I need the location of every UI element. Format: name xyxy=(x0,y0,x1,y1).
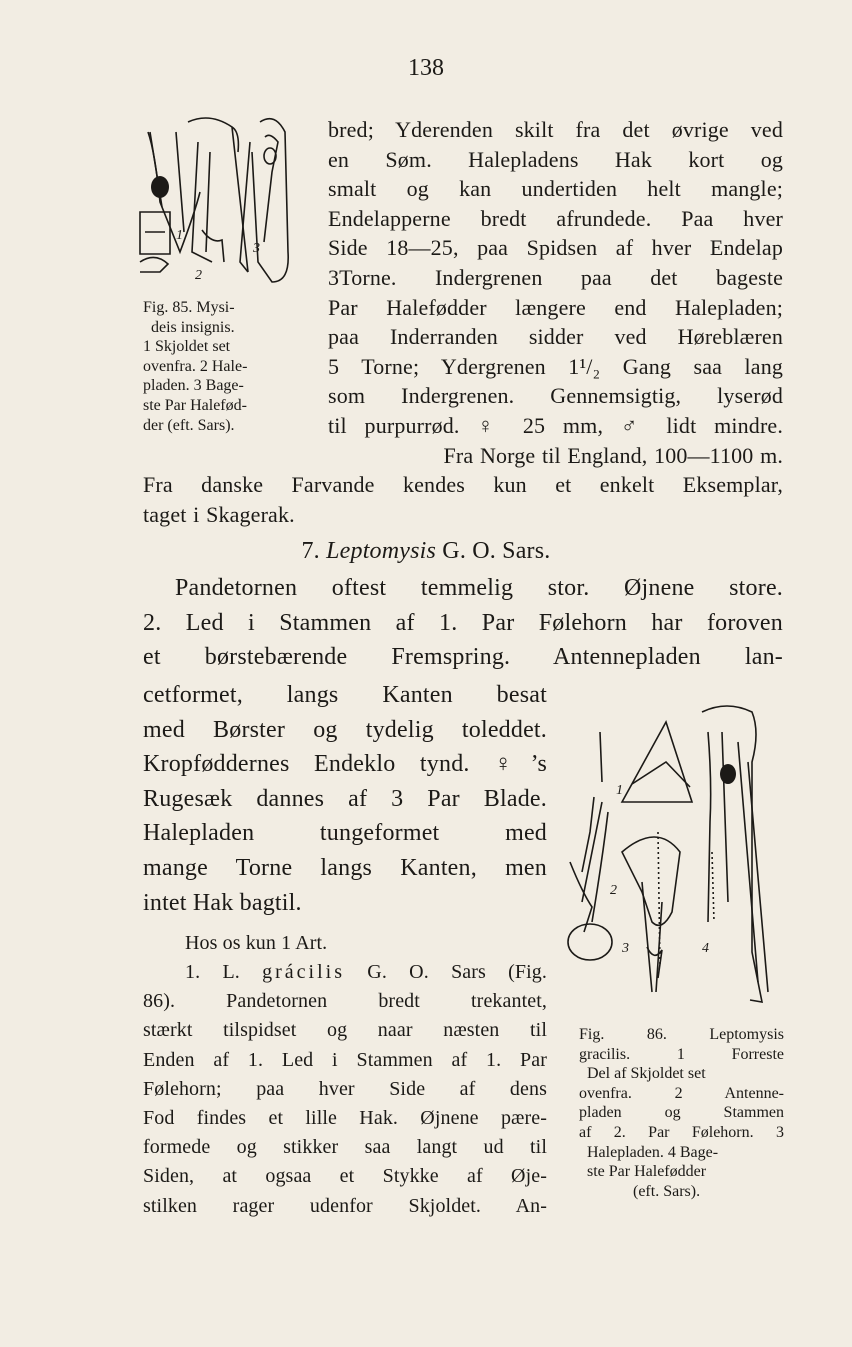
fig86-label-3: 3 xyxy=(622,941,629,956)
fig86-label-2: 2 xyxy=(610,883,617,898)
text-line: Kropføddernes Endeklo tynd. ♀’s xyxy=(143,751,547,778)
genus-description-narrow xyxy=(143,678,547,920)
fig86-caption-line: (eft. Sars). xyxy=(633,1182,701,1200)
genus-description xyxy=(143,571,783,675)
text-line: stærkt tilspidset og naar næsten til xyxy=(143,1019,547,1042)
text-line: Fra Norge til England, 100—1100 m. xyxy=(443,442,783,468)
species-number: 1. L. xyxy=(185,961,240,983)
species-header-line xyxy=(143,958,547,987)
fig86-telson-base xyxy=(568,924,612,960)
text-line: stilken rager udenfor Skjoldet. An- xyxy=(143,1194,547,1217)
text-line: et børstebærende Fremspring. Antennepladen lan- xyxy=(143,644,783,671)
text-line: Siden, at ogsaa et Stykke af Øje- xyxy=(143,1165,547,1188)
fig85-label-3: 3 xyxy=(253,241,260,256)
text-line: Rugesæk dannes af 3 Par Blade. xyxy=(143,785,547,812)
fig86-caption-line: ste Par Halefødder xyxy=(587,1163,707,1181)
text-line: Endelapperne bredt afrundede. Paa hver xyxy=(328,205,783,231)
fig86-caption-line: ovenfra. 2 Antenne- xyxy=(579,1084,784,1102)
text-line: Enden af 1. Led i Stammen af 1. Par xyxy=(143,1048,547,1071)
genus-name: Leptomysis xyxy=(326,538,437,564)
text-line: Side 18—25, paa Spidsen af hver Endelap xyxy=(328,235,783,261)
paragraph-1 xyxy=(328,115,783,470)
text-line: med Børster og tydelig toleddet. xyxy=(143,716,547,743)
fig86-carapace-front xyxy=(622,722,692,802)
fig85-caption-line: pladen. 3 Bage- xyxy=(143,377,244,395)
text-line: formede og stikker saa langt ud til xyxy=(143,1136,547,1159)
genus-author: G. O. Sars. xyxy=(442,538,551,564)
fig85-caption-line: ovenfra. 2 Hale- xyxy=(143,357,248,375)
text-line: som Indergrenen. Gennemsigtig, lyserød xyxy=(328,383,783,409)
fig85-caption xyxy=(143,298,301,435)
fig86-antennal-scale xyxy=(622,837,680,925)
text-line: til purpurrød. ♀ 25 mm, ♂ lidt mindre. xyxy=(328,412,783,438)
fig85-statocyst xyxy=(264,148,276,164)
text-line: Følehorn; paa hver Side af dens xyxy=(143,1077,547,1100)
text-line: smalt og kan undertiden helt mangle; xyxy=(328,176,783,202)
text-line: Halepladen tungeformet med xyxy=(143,820,547,847)
text-line: Par Halefødder længere end Halepladen; xyxy=(328,294,783,320)
fig86-caption-line: Halepladen. 4 Bage- xyxy=(587,1143,719,1161)
species-name: grácilis xyxy=(262,961,346,983)
text-line: intet Hak bagtil. xyxy=(143,889,302,916)
genus-number: 7. xyxy=(301,538,320,564)
fig85-caption-line: Fig. 85. Mysi- xyxy=(143,299,235,316)
fig86-caption-line: af 2. Par Følehorn. 3 xyxy=(579,1123,784,1141)
fig86-caption-line: Fig. 86. Leptomysis xyxy=(579,1026,784,1043)
fig86-caption-line: Del af Skjoldet set xyxy=(587,1065,706,1083)
fig86-caption-line: gracilis. 1 Forreste xyxy=(579,1045,784,1063)
text-line: mange Torne langs Kanten, men xyxy=(143,854,547,881)
fig85-caption-line: der (eft. Sars). xyxy=(143,416,235,434)
fig85-caption-line: ste Par Halefød- xyxy=(143,396,247,414)
text-line: 3Torne. Indergrenen paa det bageste xyxy=(328,264,783,290)
fig86-label-1: 1 xyxy=(616,783,623,798)
fig85-caption-line: 1 Skjoldet set xyxy=(143,338,231,356)
text-line: Fra danske Farvande kendes kun et enkelt Eksemplar, xyxy=(143,472,783,497)
fig86-label-4: 4 xyxy=(702,941,709,956)
page-number: 138 xyxy=(408,55,444,81)
fig86-statocyst xyxy=(720,764,736,784)
text-line: 2. Led i Stammen af 1. Par Følehorn har foroven xyxy=(143,609,783,636)
genus-heading xyxy=(0,534,852,569)
fig85-label-1: 1 xyxy=(176,228,183,243)
text-line: 86). Pandetornen bredt trekantet, xyxy=(143,990,547,1013)
fig85-caption-line: deis insignis. xyxy=(151,318,235,336)
fig86-caption-line: pladen og Stammen xyxy=(579,1104,784,1122)
text-line: paa Inderranden sidder ved Høreblæren xyxy=(328,324,783,350)
text-line: bred; Yderenden skilt fra det øvrige ved xyxy=(328,117,783,142)
text-line: 5 Torne; Ydergrenen 1¹/₂ Gang saa lang xyxy=(328,353,783,379)
text-line: Fod findes et lille Hak. Øjnene pære- xyxy=(143,1107,547,1130)
text-line: en Søm. Halepladens Hak kort og xyxy=(328,146,783,172)
paragraph-1-continuation xyxy=(143,470,783,529)
fig86-illustration xyxy=(562,702,777,1007)
fig86-caption xyxy=(579,1025,784,1201)
fig85-illustration xyxy=(140,112,300,287)
fig85-eye xyxy=(151,176,169,198)
text-line: Pandetornen oftest temmelig stor. Øjnene store. xyxy=(175,575,783,601)
text-line: cetformet, langs Kanten besat xyxy=(143,682,547,708)
species-author: G. O. Sars (Fig. xyxy=(367,961,548,983)
fig85-label-2: 2 xyxy=(195,268,202,283)
text-line: taget i Skagerak. xyxy=(143,501,295,527)
species-count: Hos os kun 1 Art. xyxy=(185,932,328,954)
species-description xyxy=(143,958,547,1221)
